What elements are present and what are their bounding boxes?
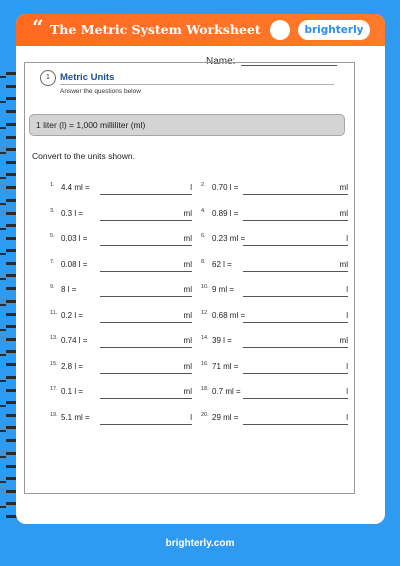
- question-number: 13.: [50, 335, 58, 341]
- answer-blank[interactable]: [243, 194, 348, 195]
- answer-blank[interactable]: [100, 347, 192, 348]
- section-title: Metric Units: [60, 72, 115, 83]
- conversion-fact-box: [29, 114, 345, 136]
- answer-unit: ml: [183, 259, 192, 269]
- answer-blank[interactable]: [243, 424, 348, 425]
- question-expression: 0.68 ml =: [212, 310, 246, 320]
- answer-unit: ml: [339, 259, 348, 269]
- instruction-text: Convert to the units shown.: [32, 151, 136, 161]
- answer-unit: ml: [183, 285, 192, 294]
- question-number: 11.: [50, 309, 58, 316]
- answer-blank[interactable]: [100, 245, 192, 246]
- answer-unit: l: [346, 285, 348, 294]
- answer-unit: ml: [183, 361, 192, 371]
- answer-blank[interactable]: [100, 424, 192, 425]
- answer-blank[interactable]: [243, 220, 348, 221]
- question-item: [201, 360, 352, 374]
- question-number: 4.: [201, 207, 206, 214]
- question-expression: 39 l =: [212, 336, 232, 345]
- question-expression: 0.03 l =: [61, 234, 88, 243]
- question-expression: 0.2 l =: [61, 310, 84, 320]
- question-number: 12.: [201, 309, 209, 316]
- worksheet-header: [16, 14, 385, 46]
- answer-blank[interactable]: [100, 373, 192, 374]
- question-item: [201, 207, 352, 221]
- question-expression: 8 l =: [61, 285, 77, 294]
- answer-blank[interactable]: [100, 271, 192, 272]
- answer-unit: l: [190, 412, 192, 422]
- answer-blank[interactable]: [100, 296, 192, 297]
- question-number: 6.: [201, 233, 206, 239]
- question-item: [50, 258, 196, 272]
- answer-unit: ml: [183, 208, 192, 218]
- answer-blank[interactable]: [243, 296, 348, 297]
- question-number: 14.: [201, 335, 209, 341]
- answer-unit: l: [346, 310, 348, 320]
- question-number: 5.: [50, 233, 55, 239]
- question-expression: 0.7 ml =: [212, 387, 241, 396]
- question-item: [201, 385, 352, 399]
- answer-blank[interactable]: [243, 322, 348, 323]
- question-item: [201, 283, 352, 297]
- name-label: Name:: [206, 56, 236, 67]
- answer-blank[interactable]: [100, 220, 192, 221]
- answer-unit: ml: [183, 336, 192, 345]
- answer-unit: l: [346, 234, 348, 243]
- section-divider: [60, 84, 334, 85]
- answer-unit: ml: [339, 183, 348, 192]
- footer-url[interactable]: brighterly.com: [165, 538, 235, 549]
- question-expression: 29 ml =: [212, 412, 239, 422]
- answer-blank[interactable]: [243, 398, 348, 399]
- section-number: 1: [40, 70, 56, 86]
- question-item: [50, 360, 196, 374]
- question-expression: 4.4 ml =: [61, 183, 90, 192]
- answer-unit: ml: [183, 234, 192, 243]
- question-item: [201, 411, 352, 425]
- question-number: 10.: [201, 284, 209, 290]
- question-item: [50, 283, 196, 297]
- question-item: [201, 309, 352, 323]
- question-number: 2.: [201, 182, 206, 188]
- question-expression: 0.74 l =: [61, 336, 88, 345]
- question-expression: 9 ml =: [212, 285, 235, 294]
- answer-blank[interactable]: [243, 347, 348, 348]
- answer-blank[interactable]: [243, 245, 348, 246]
- question-item: [50, 385, 196, 399]
- conversion-fact: 1 liter (l) = 1,000 milliliter (ml): [36, 120, 146, 130]
- question-number: 16.: [201, 360, 209, 367]
- question-expression: 0.70 l =: [212, 183, 239, 192]
- question-item: [201, 334, 352, 348]
- answer-blank[interactable]: [243, 271, 348, 272]
- question-expression: 71 ml =: [212, 361, 239, 371]
- question-item: [50, 411, 196, 425]
- question-number: 1.: [50, 182, 55, 188]
- question-number: 20.: [201, 411, 209, 418]
- answer-unit: l: [346, 361, 348, 371]
- question-item: [201, 232, 352, 246]
- answer-unit: ml: [339, 208, 348, 218]
- question-expression: 2.8 l =: [61, 361, 84, 371]
- question-number: 15.: [50, 360, 58, 367]
- question-item: [50, 334, 196, 348]
- quote-icon: “: [32, 15, 44, 39]
- question-item: [50, 181, 196, 195]
- answer-unit: ml: [339, 336, 348, 345]
- answer-blank[interactable]: [100, 322, 192, 323]
- question-number: 3.: [50, 207, 55, 214]
- answer-unit: ml: [183, 387, 192, 396]
- question-expression: 5.1 ml =: [61, 412, 90, 422]
- section-subtitle: Answer the questions below: [60, 88, 141, 95]
- question-expression: 0.23 ml =: [212, 234, 246, 243]
- question-expression: 62 l =: [212, 259, 232, 269]
- question-item: [50, 207, 196, 221]
- question-number: 17.: [50, 386, 58, 392]
- answer-unit: l: [346, 412, 348, 422]
- answer-unit: ml: [183, 310, 192, 320]
- question-item: [201, 181, 352, 195]
- question-item: [50, 309, 196, 323]
- question-item: [201, 258, 352, 272]
- question-expression: 0.08 l =: [61, 259, 88, 269]
- question-item: [50, 232, 196, 246]
- question-expression: 0.1 l =: [61, 387, 84, 396]
- question-number: 9.: [50, 284, 55, 290]
- header-circle-decoration: [270, 20, 290, 40]
- question-number: 19.: [50, 411, 58, 418]
- worksheet-title: The Metric System Worksheet: [50, 22, 261, 37]
- brighterly-logo[interactable]: brighterly: [298, 20, 370, 40]
- answer-blank[interactable]: [100, 398, 192, 399]
- answer-unit: l: [346, 387, 348, 396]
- question-number: 8.: [201, 258, 206, 265]
- answer-unit: l: [190, 183, 192, 192]
- answer-blank[interactable]: [100, 194, 192, 195]
- question-number: 18.: [201, 386, 209, 392]
- question-number: 7.: [50, 258, 55, 265]
- question-expression: 0.3 l =: [61, 208, 84, 218]
- question-expression: 0.89 l =: [212, 208, 239, 218]
- answer-blank[interactable]: [243, 373, 348, 374]
